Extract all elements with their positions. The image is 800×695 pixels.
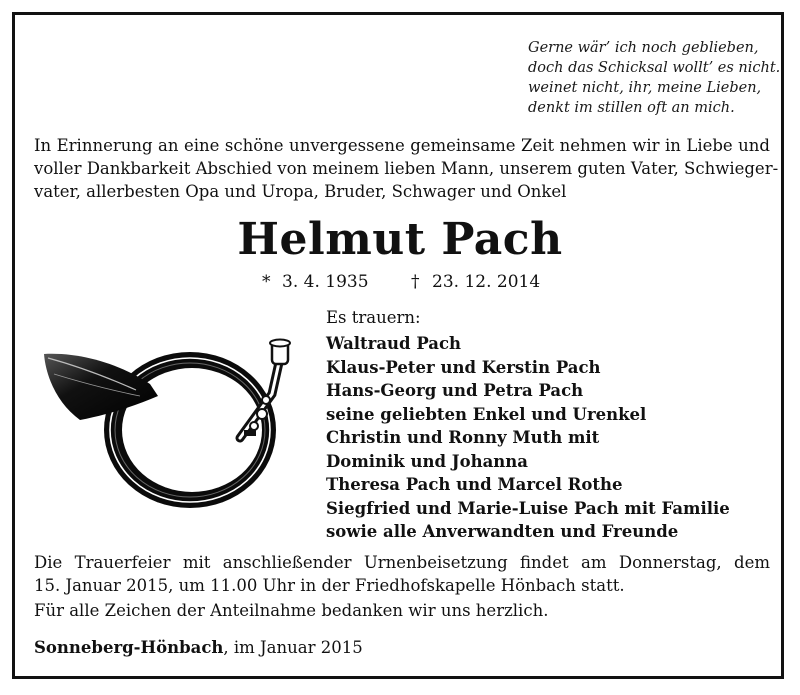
poem-line: weinet nicht, ihr, meine Lieben, [528, 80, 762, 96]
funeral-info [34, 551, 770, 597]
mourner: Theresa Pach und Marcel Rothe [326, 475, 623, 494]
mourner: Christin und Ronny Muth mit [326, 428, 600, 447]
funeral-line: 15. Januar 2015, um 11.00 Uhr in der Friedhofskapelle Hönbach statt. [34, 576, 625, 595]
intro-line: In Erinnerung an eine schöne unvergessene gemeinsame Zeit nehmen wir in Liebe und [34, 136, 770, 155]
signature-line [34, 637, 363, 659]
signature-place: Sonneberg-Hönbach [34, 638, 224, 657]
birth-date: 3. 4. 1935 [282, 272, 369, 292]
intro-line: vater, allerbesten Opa und Uropa, Bruder, Schwager und Onkel [34, 182, 567, 201]
birth-symbol: * [262, 272, 271, 292]
poem-line: doch das Schicksal wollt’ es nicht. [528, 60, 781, 76]
posthorn-icon [40, 334, 302, 512]
mourner: Waltraud Pach [326, 334, 462, 353]
funeral-line: Die Trauerfeier mit anschließender Urnenbeisetzung findet am Donnerstag, dem [34, 553, 770, 572]
mourners-list [326, 332, 730, 544]
mourner: sowie alle Anverwandten und Freunde [326, 522, 679, 541]
thanks-text: Für alle Zeichen der Anteilnahme bedanken wir uns herzlich. [34, 601, 549, 620]
poem [528, 38, 781, 118]
mourner: Klaus-Peter und Kerstin Pach [326, 357, 601, 377]
poem-line: denkt im stillen oft an mich. [528, 100, 735, 116]
poem-line: Gerne wär’ ich noch geblieben, [528, 40, 759, 56]
mourner: Siegfried und Marie-Luise Pach mit Familie [326, 498, 730, 518]
deceased-name: Helmut Pach [237, 214, 563, 265]
mourner: Hans-Georg und Petra Pach [326, 381, 584, 400]
intro-line: voller Dankbarkeit Abschied von meinem lieben Mann, unserem guten Vater, Schwieger- [34, 159, 779, 178]
mourner: Dominik und Johanna [326, 451, 528, 471]
signature-date: , im Januar 2015 [223, 638, 363, 657]
death-date: 23. 12. 2014 [432, 272, 541, 292]
death-symbol: † [411, 272, 420, 292]
mourners-intro: Es trauern: [326, 308, 421, 327]
mourner: seine geliebten Enkel und Urenkel [326, 404, 647, 424]
intro-text [34, 134, 779, 203]
